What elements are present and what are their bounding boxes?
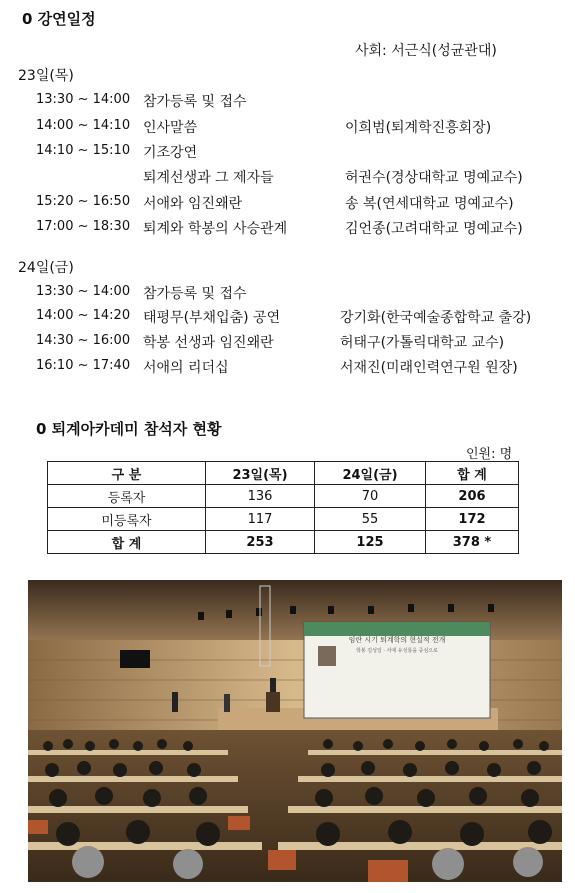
title: 퇴계와 학봉의 사승관계 bbox=[143, 221, 288, 237]
title: 태평무(부채입춤) 공연 bbox=[143, 310, 281, 326]
column-header: 합 계 bbox=[426, 462, 519, 485]
moderator-text: 사회: 서근식(성균관대) bbox=[355, 43, 497, 59]
cell: 172 bbox=[426, 508, 519, 531]
attendance-table bbox=[47, 461, 519, 554]
time: 14:00 ~ 14:10 bbox=[36, 118, 131, 133]
cell: 253 bbox=[206, 531, 315, 554]
time: 14:30 ~ 16:00 bbox=[36, 333, 131, 348]
attendance-heading: 0 퇴계아카데미 참석자 현황 bbox=[36, 420, 222, 438]
title: 참가등록 및 접수 bbox=[143, 286, 247, 302]
title: 서애의 리더십 bbox=[143, 360, 229, 376]
speaker: 허권수(경상대학교 명예교수) bbox=[345, 170, 523, 186]
cell: 합 계 bbox=[48, 531, 206, 554]
cell: 117 bbox=[206, 508, 315, 531]
title: 기조강연 bbox=[143, 145, 198, 161]
column-header: 23일(목) bbox=[206, 462, 315, 485]
speaker: 김언종(고려대학교 명예교수) bbox=[345, 221, 523, 237]
speaker: 송 복(연세대학교 명예교수) bbox=[345, 196, 514, 212]
lecture-hall-photo bbox=[28, 580, 562, 882]
cell: 125 bbox=[315, 531, 426, 554]
title: 참가등록 및 접수 bbox=[143, 94, 247, 110]
time: 17:00 ~ 18:30 bbox=[36, 219, 131, 234]
time: 14:10 ~ 15:10 bbox=[36, 143, 131, 158]
screen-subtitle: 학봉 김성일 · 서애 유성룡을 중심으로 bbox=[356, 648, 438, 654]
time: 16:10 ~ 17:40 bbox=[36, 358, 131, 373]
speaker: 강기화(한국예술종합학교 출강) bbox=[340, 310, 532, 326]
table-row bbox=[48, 508, 519, 531]
cell: 206 bbox=[426, 485, 519, 508]
day1-date: 23일(목) bbox=[18, 68, 74, 84]
time: 13:30 ~ 14:00 bbox=[36, 92, 131, 107]
time: 15:20 ~ 16:50 bbox=[36, 194, 131, 209]
lecture-hall-illustration bbox=[28, 580, 562, 882]
time: 13:30 ~ 14:00 bbox=[36, 284, 131, 299]
speaker: 서재진(미래인력연구원 원장) bbox=[340, 360, 518, 376]
day2-date: 24일(금) bbox=[18, 260, 74, 276]
table-header-row bbox=[48, 462, 519, 485]
speaker: 이희범(퇴계학진흥회장) bbox=[345, 120, 492, 136]
title: 서애와 임진왜란 bbox=[143, 196, 243, 212]
table-total-row bbox=[48, 531, 519, 554]
column-header: 24일(금) bbox=[315, 462, 426, 485]
cell: 70 bbox=[315, 485, 426, 508]
title: 학봉 선생과 임진왜란 bbox=[143, 335, 274, 351]
schedule-heading: 0 강연일정 bbox=[22, 10, 96, 28]
time: 14:00 ~ 14:20 bbox=[36, 308, 131, 323]
unit-label: 인원: 명 bbox=[466, 447, 513, 462]
cell: 미등록자 bbox=[48, 508, 206, 531]
speaker: 허태구(가톨릭대학교 교수) bbox=[340, 335, 505, 351]
title: 퇴계선생과 그 제자들 bbox=[143, 170, 274, 186]
cell: 378 * bbox=[426, 531, 519, 554]
column-header: 구 분 bbox=[48, 462, 206, 485]
table-row bbox=[48, 485, 519, 508]
title: 인사말씀 bbox=[143, 120, 198, 136]
screen-title: 임란 시기 퇴계학의 현실적 전개 bbox=[348, 636, 446, 644]
cell: 55 bbox=[315, 508, 426, 531]
cell: 136 bbox=[206, 485, 315, 508]
cell: 등록자 bbox=[48, 485, 206, 508]
